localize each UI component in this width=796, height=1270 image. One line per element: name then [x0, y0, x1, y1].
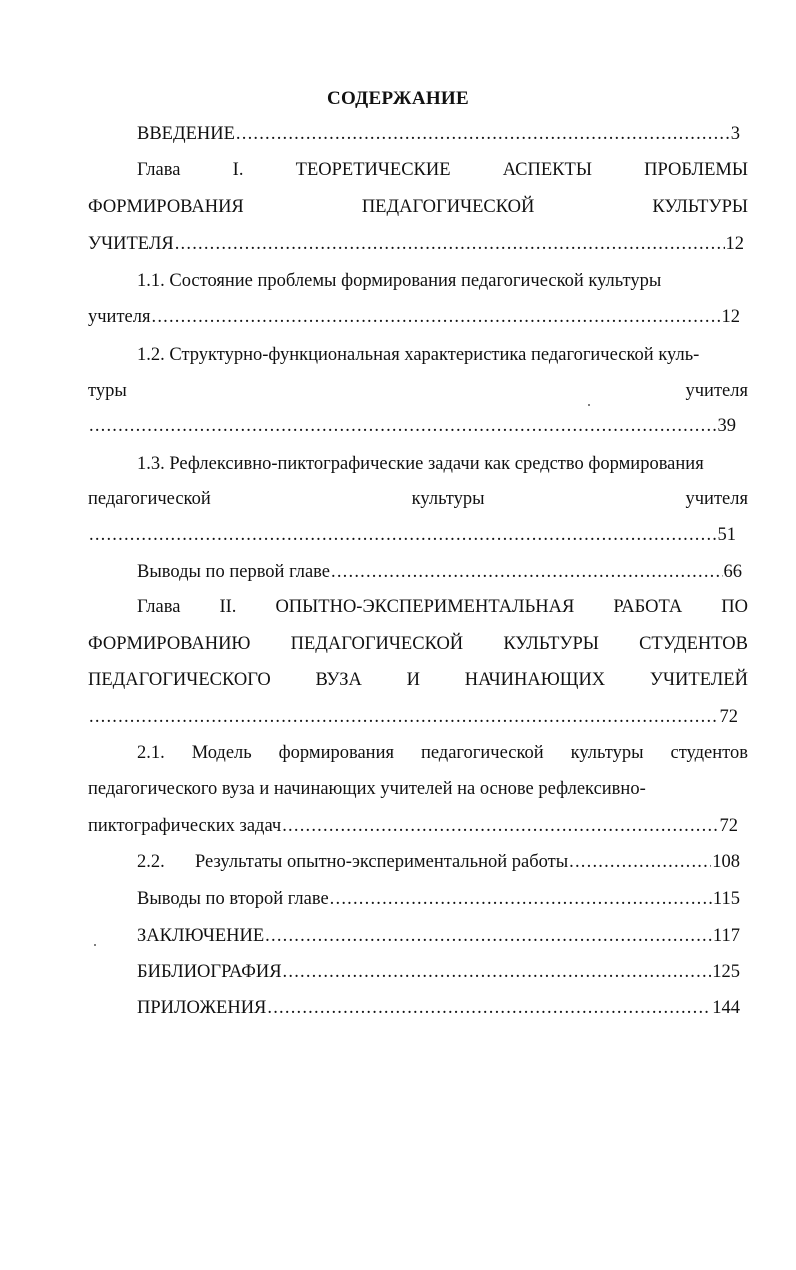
chapter-word: Глава — [137, 597, 181, 617]
toc-section-1-2-line1 — [137, 343, 748, 367]
page-title: СОДЕРЖАНИЕ — [327, 88, 469, 109]
toc-section-1-2-line3 — [88, 414, 736, 438]
toc-page-number: 51 — [717, 525, 736, 545]
chapter-word: УЧИТЕЛЕЙ — [649, 670, 748, 690]
chapter-word: ПЕДАГОГИЧЕСКОЙ — [290, 634, 464, 654]
toc-section-1-3-line3 — [88, 523, 736, 547]
toc-entry-label: 1.2. Структурно-функциональная характеристика педагогической куль- — [137, 345, 700, 365]
toc-page-number: 115 — [712, 889, 740, 909]
toc-entry-conclusions-1 — [137, 560, 742, 584]
toc-page-number: 12 — [721, 307, 740, 327]
toc-chapter2-line3 — [88, 668, 748, 692]
chapter-word: И — [406, 670, 420, 690]
toc-page-number: 108 — [712, 852, 740, 872]
chapter-word: ФОРМИРОВАНИЯ — [88, 197, 244, 217]
dot-leader — [265, 924, 712, 948]
scan-speck — [588, 404, 590, 406]
chapter-word: ПО — [721, 597, 748, 617]
chapter-word: РАБОТА — [613, 597, 683, 617]
dot-leader — [89, 705, 719, 729]
toc-entry-label: учителя — [88, 307, 151, 327]
toc-page-number: 12 — [725, 234, 744, 254]
toc-page-number: 144 — [712, 998, 740, 1018]
dot-leader — [175, 232, 725, 256]
toc-entry-intro — [137, 122, 740, 146]
toc-entry-label: ПРИЛОЖЕНИЯ — [137, 998, 267, 1018]
chapter-word: АСПЕКТЫ — [502, 160, 592, 180]
scan-speck — [94, 944, 96, 946]
toc-word: 2.1. — [137, 743, 165, 763]
toc-entry-label: педагогического вуза и начинающих учителей на основе рефлексивно- — [88, 779, 646, 799]
toc-section-2-1-line2 — [88, 777, 748, 801]
toc-entry-label: Выводы по второй главе — [137, 889, 329, 909]
toc-entry-label: Результаты опытно-экспериментальной работы — [195, 852, 569, 872]
chapter-word: Глава — [137, 160, 181, 180]
toc-entry-label: ЗАКЛЮЧЕНИЕ — [137, 926, 265, 946]
dot-leader — [569, 850, 711, 874]
toc-entry-label: Выводы по первой главе — [137, 562, 331, 582]
chapter-word: СТУДЕНТОВ — [639, 634, 748, 654]
toc-entry-conclusions-2 — [137, 887, 740, 911]
toc-chapter1-line1 — [137, 158, 748, 182]
toc-word: туры — [88, 381, 127, 401]
dot-leader — [330, 887, 712, 911]
toc-section-1-3-line2 — [88, 487, 748, 511]
chapter-word: НАЧИНАЮЩИХ — [464, 670, 606, 690]
chapter-word: ВУЗА — [315, 670, 362, 690]
toc-word: педагогической — [88, 489, 211, 509]
dot-leader — [331, 560, 722, 584]
toc-word: формирования — [278, 743, 394, 763]
toc-page-number: 125 — [712, 962, 740, 982]
toc-entry-label: ВВЕДЕНИЕ — [137, 124, 235, 144]
toc-section-2-2 — [137, 850, 740, 874]
chapter-word: ФОРМИРОВАНИЮ — [88, 634, 251, 654]
toc-page-number: 66 — [723, 562, 742, 582]
chapter-word: ПЕДАГОГИЧЕСКОГО — [88, 670, 271, 690]
chapter-word: ТЕОРЕТИЧЕСКИЕ — [295, 160, 451, 180]
toc-word: студентов — [670, 743, 748, 763]
dot-leader — [267, 996, 711, 1020]
toc-chapter1-line3 — [88, 232, 744, 256]
toc-word: учителя — [685, 489, 748, 509]
toc-chapter2-line2 — [88, 632, 748, 656]
dot-leader — [283, 960, 712, 984]
toc-entry-label: 1.1. Состояние проблемы формирования педагогической культуры — [137, 271, 662, 291]
toc-entry-label: БИБЛИОГРАФИЯ — [137, 962, 282, 982]
toc-page-number: 117 — [712, 926, 740, 946]
chapter-word: КУЛЬТУРЫ — [652, 197, 748, 217]
chapter-word: КУЛЬТУРЫ — [503, 634, 599, 654]
toc-section-number: 2.2. — [137, 852, 165, 872]
toc-section-2-1-line1 — [137, 741, 748, 765]
toc-section-1-2-line2 — [88, 379, 748, 403]
dot-leader — [236, 122, 730, 146]
toc-page-number: 39 — [717, 416, 736, 436]
toc-word: учителя — [685, 381, 748, 401]
toc-word: культуры — [570, 743, 644, 763]
toc-section-1-1-line1 — [137, 269, 748, 293]
dot-leader — [282, 814, 718, 838]
toc-page-number: 72 — [719, 707, 738, 727]
chapter-word: ОПЫТНО-ЭКСПЕРИМЕНТАЛЬНАЯ — [275, 597, 575, 617]
toc-word: культуры — [411, 489, 485, 509]
toc-word: педагогической — [420, 743, 544, 763]
toc-chapter1-line2 — [88, 195, 748, 219]
toc-word: Модель — [191, 743, 252, 763]
toc-page-number: 3 — [730, 124, 740, 144]
dot-leader — [89, 523, 717, 547]
dot-leader — [152, 305, 721, 329]
toc-section-1-3-line1 — [137, 452, 748, 476]
toc-entry-bibliography — [137, 960, 740, 984]
toc-section-2-1-line3 — [88, 814, 738, 838]
chapter-word: II. — [219, 597, 237, 617]
dot-leader — [89, 414, 717, 438]
toc-section-1-1-line2 — [88, 305, 740, 329]
toc-entry-label: УЧИТЕЛЯ — [88, 234, 174, 254]
chapter-word: I. — [232, 160, 244, 180]
toc-entry-appendix — [137, 996, 740, 1020]
toc-chapter2-line4 — [88, 705, 738, 729]
chapter-word: ПРОБЛЕМЫ — [644, 160, 748, 180]
toc-chapter2-line1 — [137, 595, 748, 619]
toc-page-number: 72 — [719, 816, 738, 836]
chapter-word: ПЕДАГОГИЧЕСКОЙ — [361, 197, 535, 217]
toc-entry-label: пиктографических задач — [88, 816, 282, 836]
toc-entry-conclusion — [137, 924, 740, 948]
toc-entry-label: 1.3. Рефлексивно-пиктографические задачи как средство формирования — [137, 454, 704, 474]
